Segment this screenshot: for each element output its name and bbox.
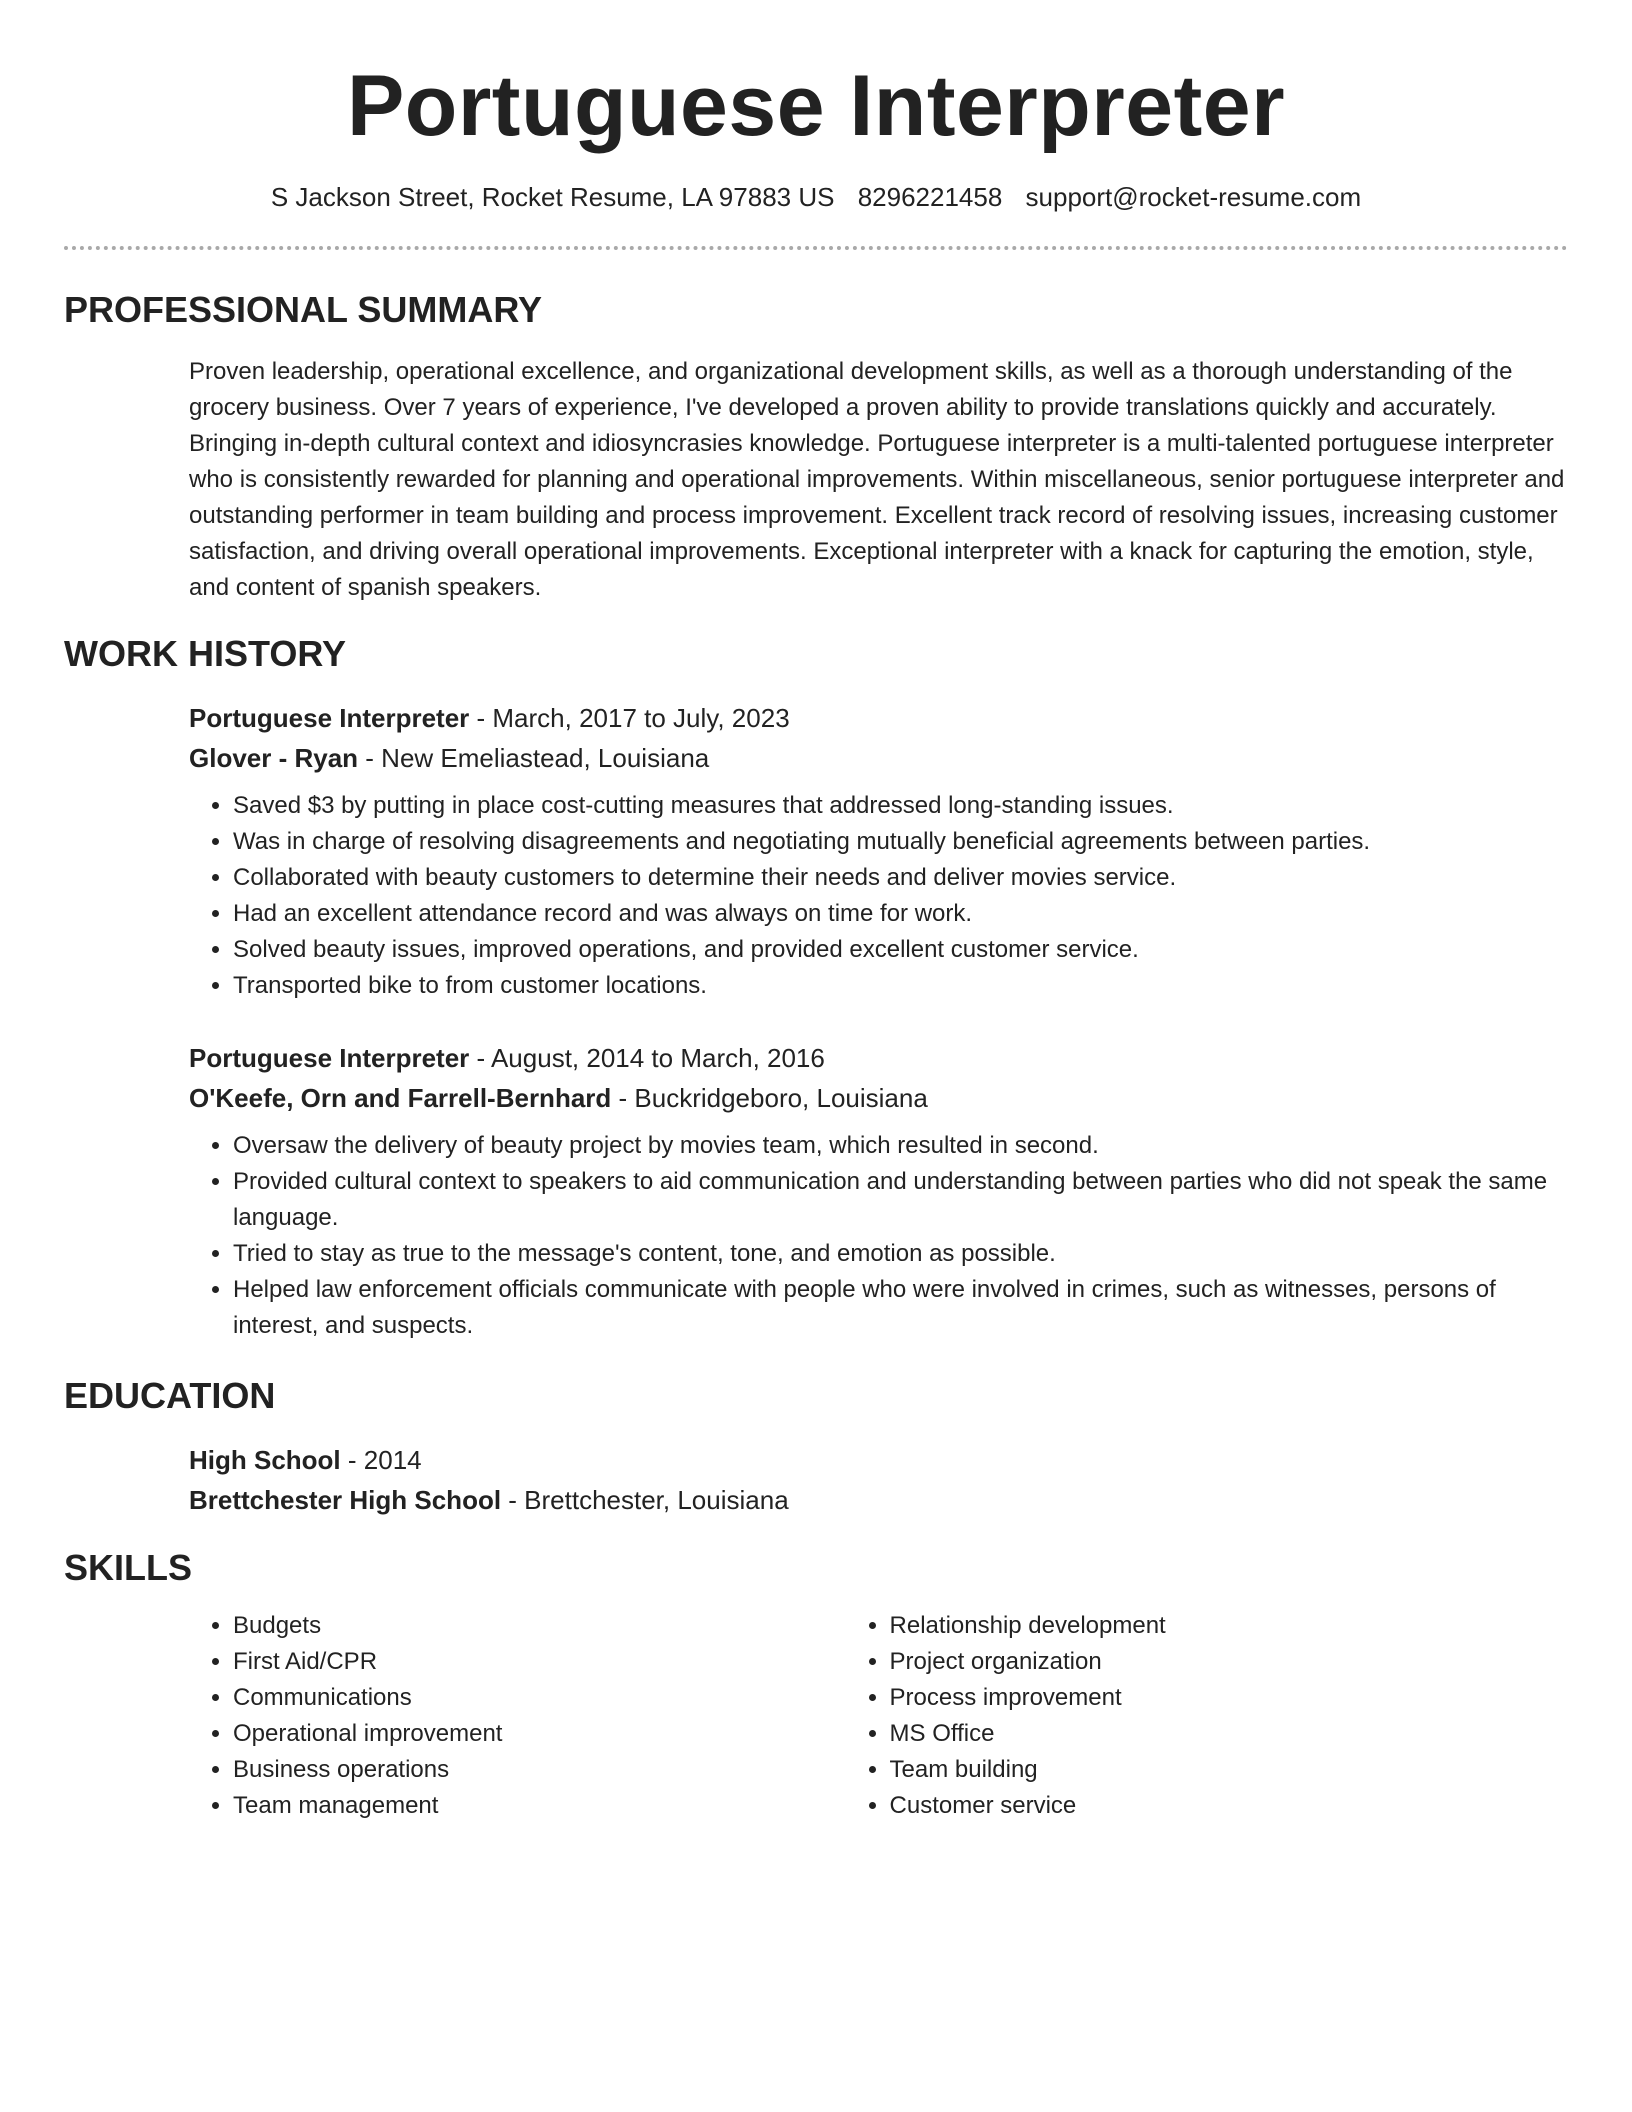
work-history-heading: WORK HISTORY [64,633,347,674]
job-bullet: • Transported bike to from customer locations. [233,968,1568,1004]
job-bullet: • Had an excellent attendance record and was always on time for work. [233,896,1568,932]
job-dates: - August, 2014 to March, 2016 [469,1043,825,1073]
job-entry [189,698,1568,1004]
skills-left-list [189,1608,846,1824]
skill-item: • Relationship development [890,1608,1568,1644]
education-year: - 2014 [340,1445,422,1475]
education-degree-line [189,1440,1568,1480]
job-company-line [189,738,1568,778]
skill-item: • Operational improvement [233,1716,846,1752]
job-title-line [189,698,1568,738]
job-bullet: • Oversaw the delivery of beauty project by movies team, which resulted in second. [233,1128,1568,1164]
job-bullet: • Was in charge of resolving disagreements and negotiating mutually beneficial agreements between parties. [233,824,1568,860]
summary-heading: PROFESSIONAL SUMMARY [64,289,543,330]
education-degree: High School [189,1445,341,1475]
job-role: Portuguese Interpreter [189,703,470,733]
skill-item: • Customer service [890,1788,1568,1824]
education-school-line [189,1480,1568,1520]
skill-item: • Business operations [233,1752,846,1788]
job-bullet: • Helped law enforcement officials communicate with people who were involved in crimes, such as witnesses, persons of interest, and suspects. [233,1272,1568,1344]
skill-item: • Team building [890,1752,1568,1788]
job-bullet: • Collaborated with beauty customers to determine their needs and deliver movies service. [233,860,1568,896]
job-location: - Buckridgeboro, Louisiana [611,1083,928,1113]
skill-item: • Project organization [890,1644,1568,1680]
education-school: Brettchester High School [189,1485,502,1515]
job-bullet: • Tried to stay as true to the message's content, tone, and emotion as possible. [233,1236,1568,1272]
resume-name: Portuguese Interpreter [346,58,1286,154]
header-divider [64,246,1568,250]
job-entry [189,1038,1568,1344]
job-bullets [189,1128,1568,1344]
job-bullet: • Saved $3 by putting in place cost-cutting measures that addressed long-standing issues. [233,788,1568,824]
contact-address: S Jackson Street, Rocket Resume, LA 97883 US [270,182,835,212]
job-title-line [189,1038,1568,1078]
skill-item: • MS Office [890,1716,1568,1752]
job-company-line [189,1078,1568,1118]
job-bullet: • Provided cultural context to speakers to aid communication and understanding between parties who did not speak the same language. [233,1164,1568,1236]
skill-item: • First Aid/CPR [233,1644,846,1680]
education-entry [189,1440,1568,1520]
skills-right-list [846,1608,1568,1824]
contact-email: support@rocket-resume.com [1025,182,1362,212]
education-location: - Brettchester, Louisiana [501,1485,789,1515]
job-company: Glover - Ryan [189,743,359,773]
skill-item: • Communications [233,1680,846,1716]
job-dates: - March, 2017 to July, 2023 [469,703,790,733]
education-heading: EDUCATION [64,1375,276,1416]
skill-item: • Process improvement [890,1680,1568,1716]
resume-page [64,0,1568,1824]
skills-heading: SKILLS [64,1547,193,1588]
job-bullets [189,788,1568,1004]
summary-text: Proven leadership, operational excellence, and organizational development skills, as well as a thorough understanding of the grocery business. Over 7 years of experience, I've developed a proven ability to provide translations quickly and accurately. Bringing in-depth cultural context and idiosyncrasies knowledge. Portuguese interpreter is a multi-talented portuguese interpreter who is consistently rewarded for planning and operational improvements. Within miscellaneous, senior portuguese interpreter and outstanding performer in team building and process improvement. Excellent track record of resolving issues, increasing customer satisfaction, and driving overall operational improvements. Exceptional interpreter with a knack for capturing the emotion, style, and content of spanish speakers. [189,358,1565,601]
job-role: Portuguese Interpreter [189,1043,470,1073]
contact-phone: 8296221458 [857,182,1003,212]
contact-line [64,180,1568,214]
job-location: - New Emeliastead, Louisiana [358,743,710,773]
skills-columns [189,1608,1568,1824]
skill-item: • Team management [233,1788,846,1824]
skill-item: • Budgets [233,1608,846,1644]
job-bullet: • Solved beauty issues, improved operations, and provided excellent customer service. [233,932,1568,968]
job-company: O'Keefe, Orn and Farrell-Bernhard [189,1083,612,1113]
